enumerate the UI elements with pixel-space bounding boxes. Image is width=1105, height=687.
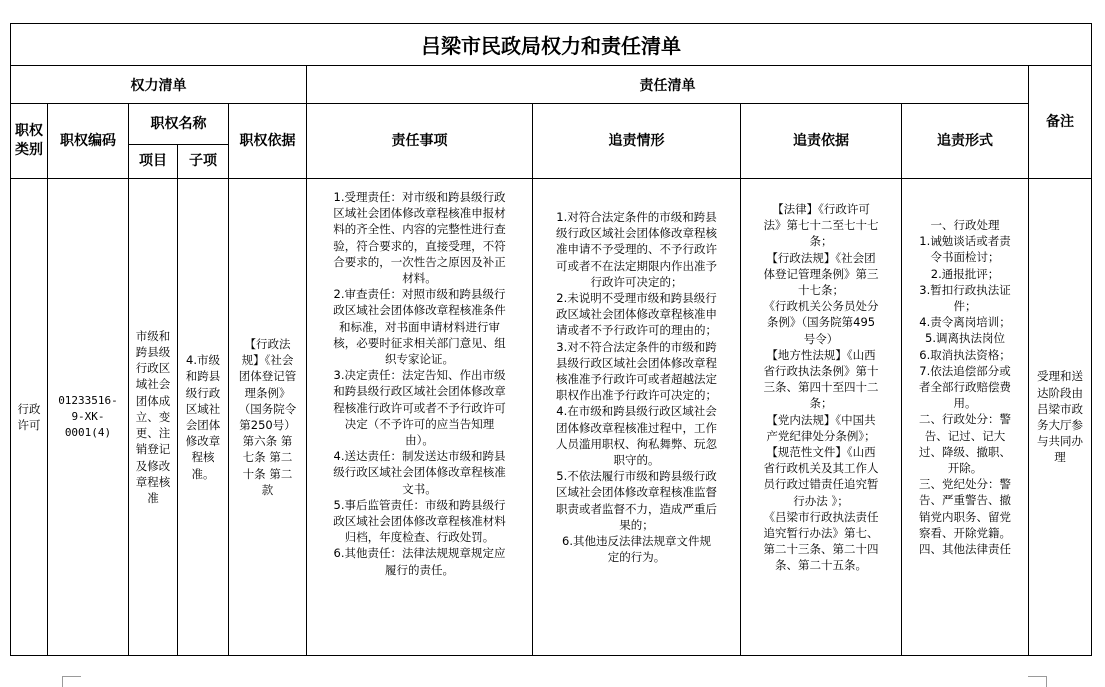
cell-item: 市级和 跨县级 行政区 域社会 团体成 立、变 更、注 销登记 及修改 章程核 准 xyxy=(129,179,178,656)
header-code: 职权编码 xyxy=(48,104,129,179)
header-basis: 职权依据 xyxy=(229,104,307,179)
cell-accountability-basis: 【法律】《行政许可 法》第七十二至七十七 条； 【行政法规】《社会团 体登记管理条例》第三 十七条； 《行政机关公务员处分 条例》（国务院第495 号令） 【地方性法规】《山西 省行政执法条例》第十 三条、第四十至四十二 条； 【党内法规】《中国共 产党纪律处分条例》； 【规范性文件】《山西 省行政机关及其工作人 员行政过错责任追究暂 行办法 》； 《吕梁市行政执法责任 追究暂行办法》第七、 第二十三条、第二十四 条、第二十五条。 xyxy=(741,179,902,656)
section-responsibility-list: 责任清单 xyxy=(307,66,1029,104)
header-remarks: 备注 xyxy=(1029,66,1092,179)
cell-accountability-forms: 一、行政处理 1.诫勉谈话或者责 令书面检讨； 2.通报批评； 3.暂扣行政执法证 件； 4.责令离岗培训； 5.调离执法岗位 6.取消执法资格； 7.依法追偿部分或 者全部行政赔偿费 用。 二、行政处分：警 告、记过、记大 过、降级、撤职、 开除。 三、党纪处分：警 告、严重警告、撤 销党内职务、留党 察看、开除党籍。 四、其他法律责任 xyxy=(902,179,1029,656)
cell-subitem: 4.市级 和跨县 级行政 区域社 会团体 修改章 程核 准。 xyxy=(178,179,229,656)
header-name: 职权名称 xyxy=(129,104,229,145)
header-accountability-basis: 追责依据 xyxy=(741,104,902,179)
cell-category: 行政 许可 xyxy=(11,179,48,656)
header-item: 项目 xyxy=(129,145,178,179)
cell-basis: 【行政法 规】《社会 团体登记管 理条例》 （国务院令 第250号） 第六条 第 七条 第二 十条 第二 款 xyxy=(229,179,307,656)
cell-code: 01233516- 9-XK- 0001(4) xyxy=(48,179,129,656)
table-row xyxy=(11,179,1092,656)
cell-duty-items: 1.受理责任：对市级和跨县级行政 区域社会团体修改章程核准申报材 料的齐全性、内容的完整性进行查 验，符合要求的，直接受理，不符 合要求的，一次性告之原因及补正 材料。 2.审查责任：对照市级和跨县级行 政区域社会团体修改章程核准条件 和标准，对书面申请材料进行审 核，必要时征求相关部门意见、组 织专家论证。 3.决定责任：法定告知、作出市级 和跨县级行政区域社会团体修改章 程核准行政许可或者不予行政许可 决定（不予许可的应当告知理 由）。 4.送达责任：制发送达市级和跨县 级行政区域社会团体修改章程核准 文书。 5.事后监管责任：市级和跨县级行 政区域社会团体修改章程核准材料 归档，年度检查、行政处罚。 6.其他责任：法律法规规章规定应 履行的责任。 xyxy=(307,179,533,656)
header-category: 职权 类别 xyxy=(11,104,48,179)
page-corner-mark-right xyxy=(1028,676,1047,687)
header-duty-items: 责任事项 xyxy=(307,104,533,179)
cell-remarks: 受理和送 达阶段由 吕梁市政 务大厅参 与共同办 理 xyxy=(1029,179,1092,656)
header-subitem: 子项 xyxy=(178,145,229,179)
page-title: 吕梁市民政局权力和责任清单 xyxy=(11,24,1092,66)
power-responsibility-table xyxy=(10,23,1092,656)
section-power-list: 权力清单 xyxy=(11,66,307,104)
header-accountability-forms: 追责形式 xyxy=(902,104,1029,179)
header-accountability-cases: 追责情形 xyxy=(533,104,741,179)
cell-accountability-cases: 1.对符合法定条件的市级和跨县 级行政区域社会团体修改章程核 准申请不予受理的、不予行政许 可或者不在法定期限内作出准予 行政许可决定的； 2.未说明不受理市级和跨县级行 政区域社会团体修改章程核准申 请或者不予行政许可的理由的； 3.对不符合法定条件的市级和跨 县级行政区域社会团体修改章程 核准准予行政许可或者超越法定 职权作出准予行政许可决定的； 4.在市级和跨县级行政区域社会 团体修改章程核准过程中，工作 人员滥用职权、徇私舞弊、玩忽 职守的。 5.不依法履行市级和跨县级行政 区域社会团体修改章程核准监督 职责或者监督不力，造成严重后 果的； 6.其他违反法律法规章文件规 定的行为。 xyxy=(533,179,741,656)
page-corner-mark-left xyxy=(62,676,81,687)
